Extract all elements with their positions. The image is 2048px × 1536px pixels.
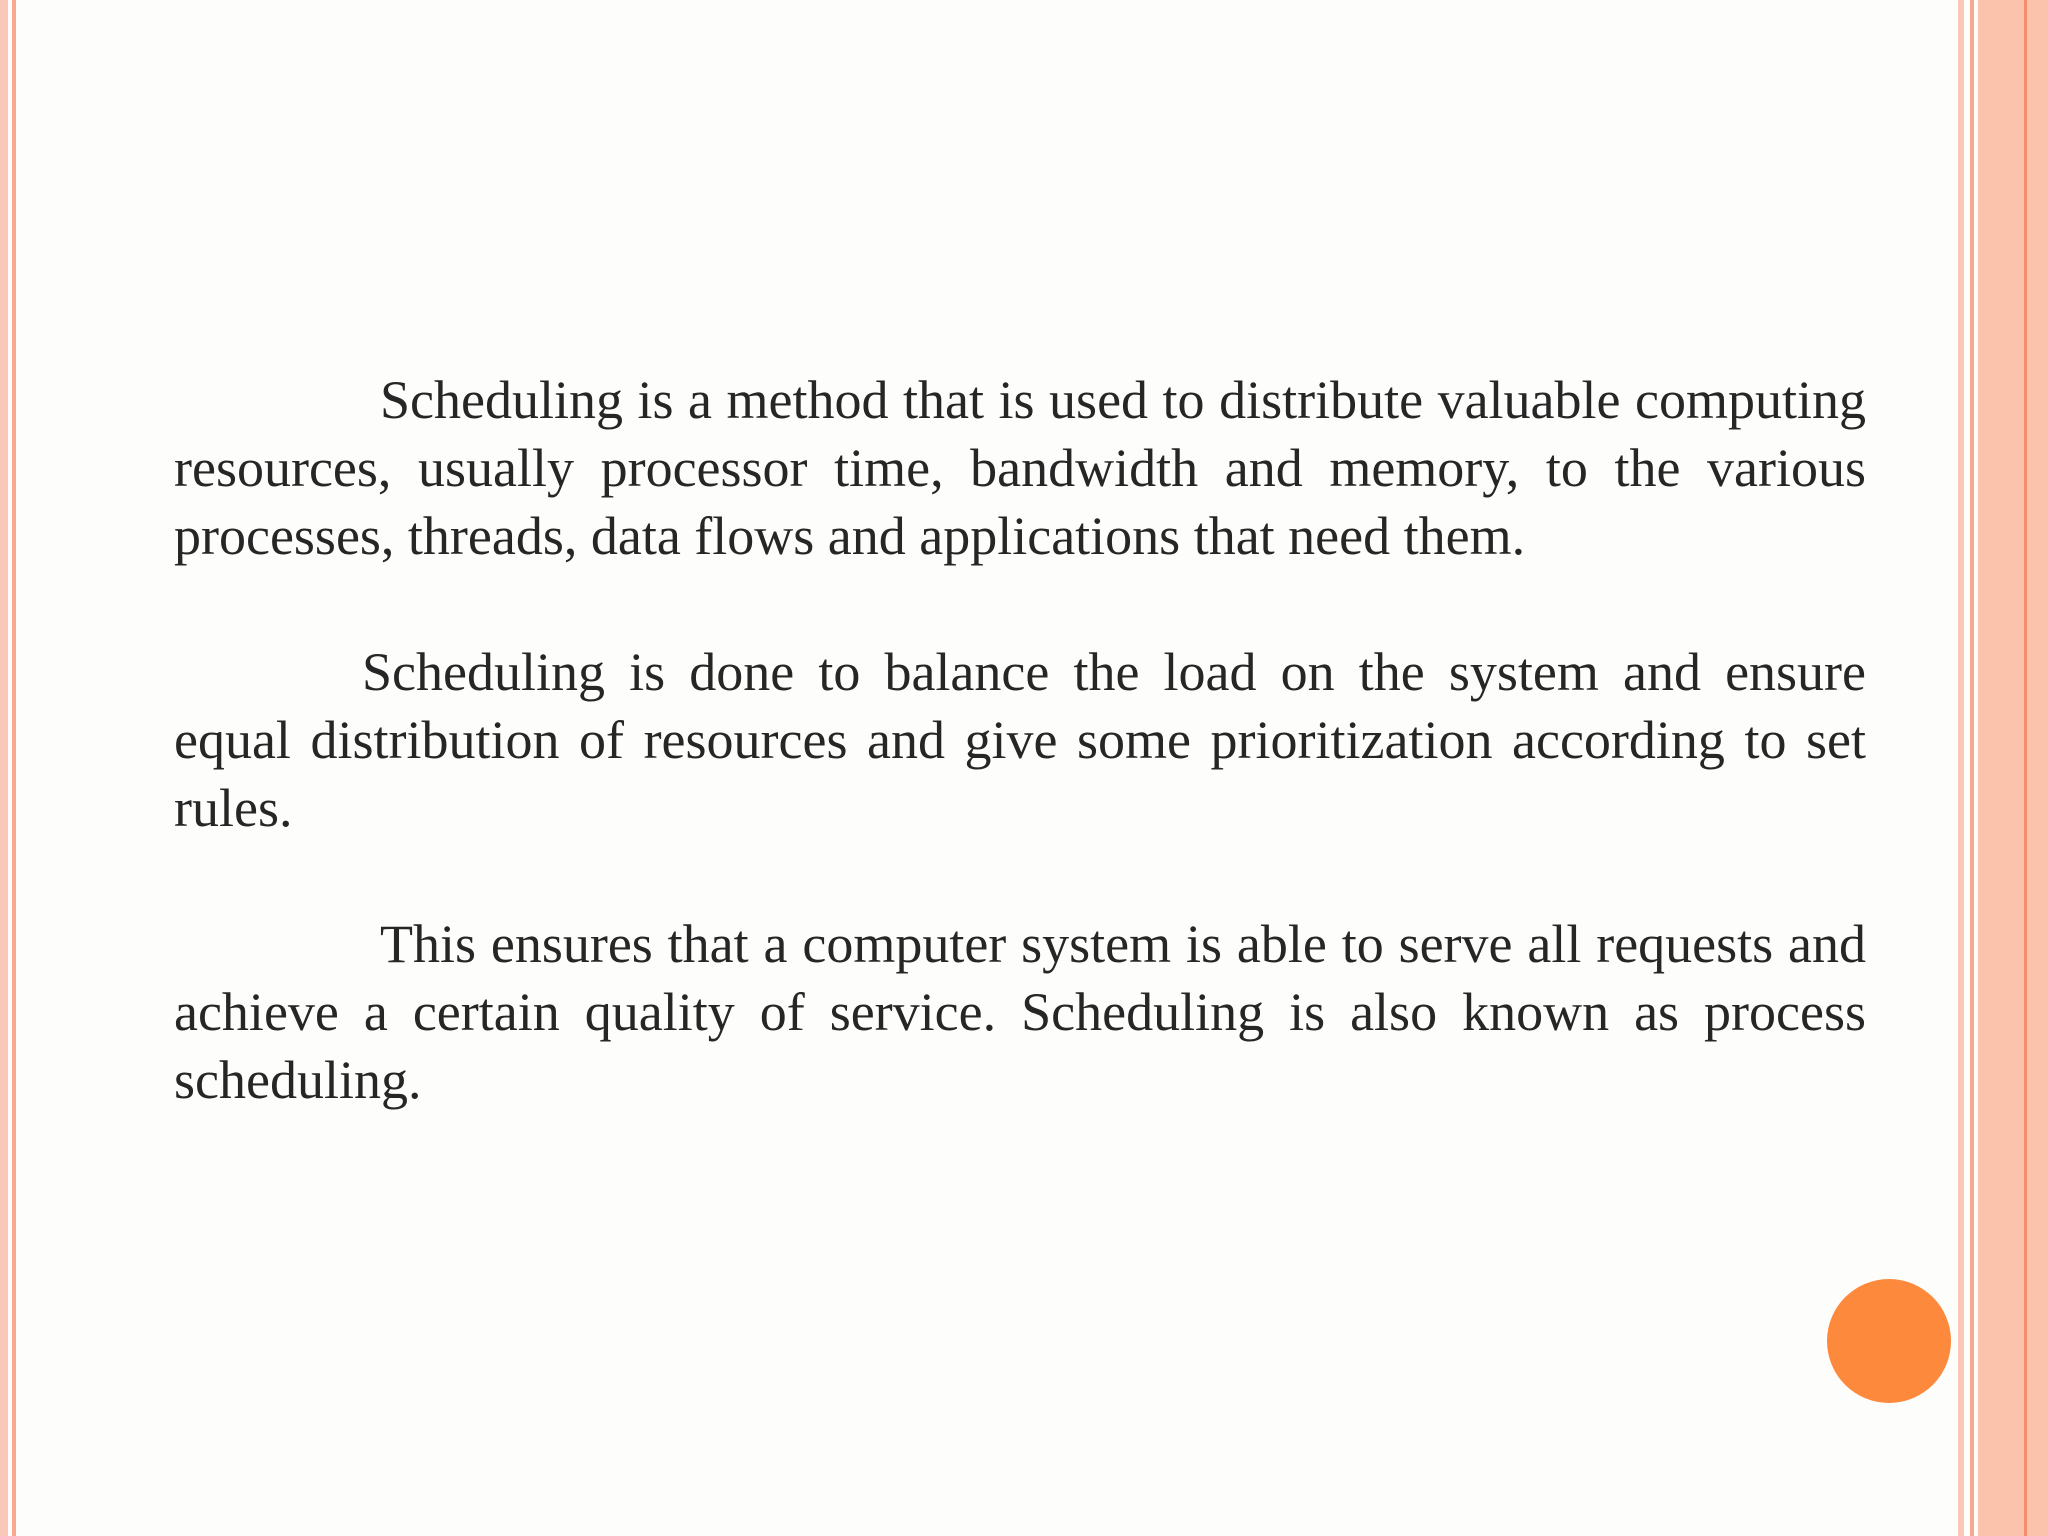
right-border-line: [2024, 0, 2027, 1536]
paragraph-scheduling-quality: This ensures that a computer system is able to serve all requests and achieve a certain quality of service. Scheduling is also known as process scheduling.: [174, 914, 1866, 1110]
slide-body: [174, 366, 1866, 1114]
accent-circle-decoration: [1827, 1279, 1951, 1403]
paragraph-scheduling-purpose: Scheduling is done to balance the load on the system and ensure equal distribution of resources and give some prioritization according to set rules.: [174, 642, 1866, 838]
left-border-decoration: [0, 0, 24, 1536]
right-border-decoration: [1956, 0, 2048, 1536]
paragraph-scheduling-definition: Scheduling is a method that is used to distribute valuable computing resources, usually processor time, bandwidth and memory, to the various processes, threads, data flows and applications that need them.: [174, 370, 1866, 566]
